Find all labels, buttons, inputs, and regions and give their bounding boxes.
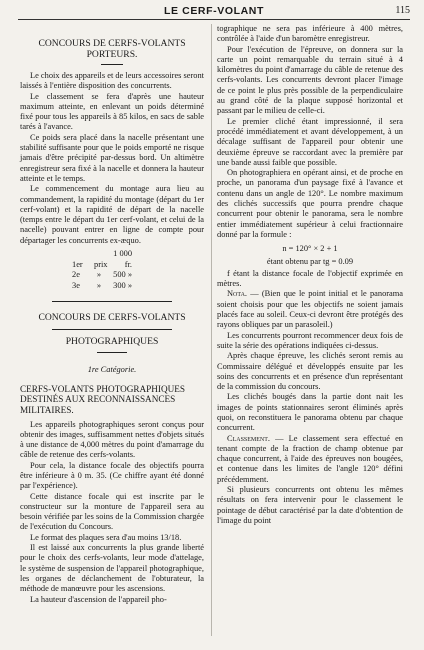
left-column (20, 24, 204, 605)
paragraph: Si plusieurs concurrents ont obtenu les mêmes résultats on fera intervenir pour le classement le pointage de début caractérisé par la date d'obtention de l'image du point (217, 485, 403, 525)
section-separator (52, 301, 172, 302)
nota-label: Nota. (227, 289, 247, 299)
section-subtitle: PHOTOGRAPHIQUES (65, 336, 159, 348)
right-column (217, 24, 403, 526)
classement-paragraph (217, 434, 403, 485)
prize-row (72, 270, 204, 281)
section-title-photographiques: CONCOURS DE CERFS-VOLANTS (38, 312, 186, 324)
paragraph: Les appareils photographiques seront conçus pour obtenir des images, suffisamment nettes d'objets situés à une distance de 4,000 mètres du point d'amarrage du câble de retenue des cerfs-volants. (20, 419, 204, 460)
paragraph: Les concurrents pourront recommencer deux fois de suite la série des opérations indiquées ci-dessus. (217, 330, 403, 350)
paragraph: Pour cela, la distance focale des objectifs pourra être inférieure à 0 m. 35. (Ce chiffre ayant été donné par l'expérience). (20, 460, 204, 491)
paragraph: Ce poids sera placé dans la nacelle présentant une stabilité suffisante pour que le poids emporté ne risque jamais d'être précipité par-dessus bord. Un altimètre enregistreur sera fixé à la nacelle et donnera la hauteur atteinte et le temps. (20, 132, 204, 183)
paragraph: Les clichés bougés dans la partie dont nait les images de points stationnaires seront éliminés après quoi, on reconstituera le panorama obtenu par chaque concurrent. (217, 392, 403, 433)
section-separator (52, 329, 172, 330)
paragraph: Pour l'exécution de l'épreuve, on donnera sur la carte un point remarquable du terrain situé à 4 kilomètres du point d'amarrage du câble de retenue des cerfs-volants. Les concurrents devront placer l'image de ce point le plus près possible de la perpendiculaire au grand côté de la plaque supposé horizontal et passant par le milieu de celle-ci. (217, 44, 403, 116)
prize-rank: 1er (72, 259, 83, 269)
paragraph: Le premier cliché étant impressionné, il sera procédé immédiatement et avant développement, à un décalage suffisant de l'appareil pour obtenir une deuxième épreuve se raccordant avec la première par une bande aussi faible que possible. (217, 116, 403, 167)
page-number: 115 (395, 5, 410, 16)
formula: n = 120° × 2 + 1 (282, 244, 338, 254)
prize-rank: 2e (72, 270, 80, 280)
section-title-porteurs: CONCOURS DE CERFS-VOLANTS PORTEURS. (38, 38, 186, 60)
header-rule (18, 19, 410, 20)
prize-amount: 1 000 fr. (113, 249, 132, 269)
prize-row (72, 249, 204, 270)
paragraph: f étant la distance focale de l'objectif exprimée en mètres. (217, 268, 403, 289)
paragraph: Il est laissé aux concurrents la plus grande liberté pour le choix des cerfs-volants, leur mode d'attelage, le système de suspension de l'appareil photographique, les organes de déclanchement de l'obturateur, la méthode de manœuvre pour les ascensions. (20, 543, 204, 594)
classement-label: Classement. (227, 433, 271, 443)
nota-text: — (Bien que le point initial et le panorama soient choisis pour que les objectifs ne soient jamais placés face au soleil. Ceux-ci devront être protégés des rayons obliques par un parasoleil.) (217, 289, 403, 330)
running-title: LE CERF-VOLANT (164, 5, 264, 17)
column-divider (211, 24, 212, 636)
prize-amount: 300 » (113, 280, 132, 290)
prize-label: » (96, 280, 102, 290)
prize-row (72, 281, 204, 292)
category-heading: CERFS-VOLANTS PHOTOGRAPHIQUES DESTINÉS AUX RECONNAISSANCES MILITAIRES. (20, 383, 185, 415)
section-rule (97, 352, 127, 353)
prize-label: prix (94, 259, 108, 269)
prize-rank: 3e (72, 280, 80, 290)
formula-note: étant obtenu par tg = 0.09 (266, 256, 354, 266)
nota-paragraph (217, 289, 403, 330)
category-label: 1re Catégorie. (87, 365, 137, 375)
section-rule (101, 64, 123, 65)
prize-label: » (96, 270, 102, 280)
paragraph: Le commencement du montage aura lieu au commandement, la rapidité du montage (départ du 1er cerf-volant) et la rapidité de départ de la nacelle (temps entre le départ du 1er cerf-volant, et celui de la nacelle) pouvant entrer en ligne de compte pour départager les concurrents ex-æquo. (20, 184, 204, 245)
page-header (18, 5, 410, 19)
paragraph: Après chaque épreuve, les clichés seront remis au Commissaire délégué et développés ensuite par les soins des concurrents et en présence d'un représentant de la commission du concours. (217, 351, 403, 392)
paragraph: Le format des plaques sera d'au moins 13/18. (30, 532, 182, 542)
paragraph: Cette distance focale qui est inscrite par le constructeur sur la monture de l'appareil sera au besoin vérifiée par les soins de la Commission chargée de l'exécution du Concours. (20, 491, 204, 532)
prize-table (72, 249, 204, 291)
paragraph: tographique ne sera pas inférieure à 400 mètres, contrôlée à l'aide d'un baromètre enregistreur. (217, 24, 403, 44)
paragraph: On photographiera en opérant ainsi, et de proche en proche, un panorama d'un paysage fixé à l'avance et contenu dans un angle de 120°. Le nombre maximum des clichés successifs que pourra prendre chaque concurrent pour obtenir le panorama, sera le nombre entier immédiatement supérieur à celui fractionnaire donné par la formule : (217, 168, 403, 239)
prize-amount: 500 » (113, 270, 132, 280)
paragraph: Le classement se fera d'après une hauteur maximum atteinte, en enlevant un poids déterminé fixé pour tous les appareils à 85 kilos, en sacs de sable tarés à l'avance. (20, 91, 204, 132)
paragraph: Le choix des appareils et de leurs accessoires seront laissés à l'entière disposition des concurrents. (20, 71, 204, 91)
classement-text: — Le classement sera effectué en tenant compte de la fraction de champ obtenue par chaque concurrent, à l'aide des épreuves non bougées, et contenue dans les limites de l'angle 120° défini précédemment. (217, 433, 403, 484)
paragraph: La hauteur d'ascension de l'appareil pho- (30, 594, 167, 604)
